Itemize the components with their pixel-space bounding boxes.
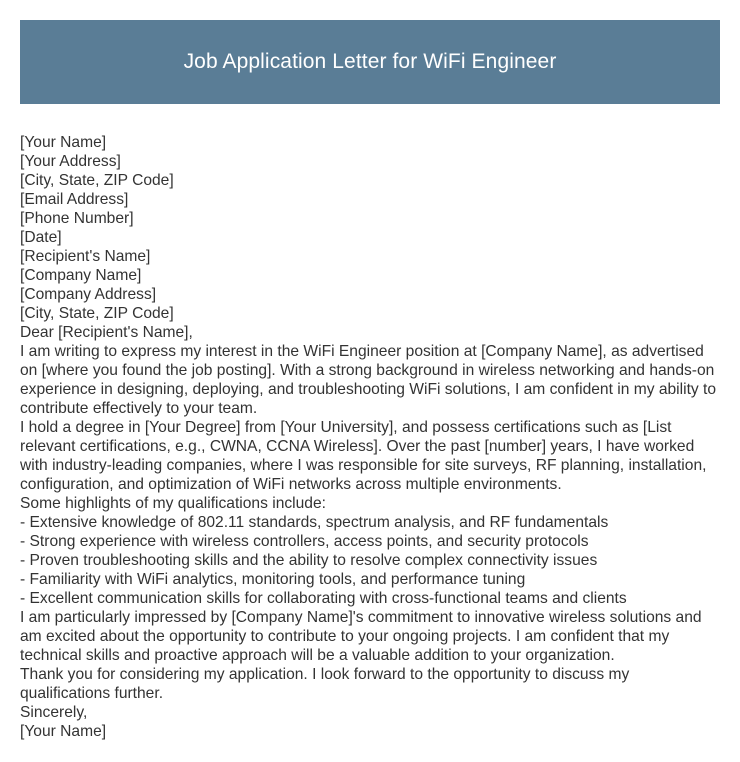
highlight-item: - Strong experience with wireless controllers, access points, and security protocols <box>20 533 589 550</box>
highlights-intro: Some highlights of my qualifications include: <box>20 495 326 512</box>
recipient-company-address: [Company Address] <box>20 286 157 303</box>
recipient-name: [Recipient's Name] <box>20 248 151 265</box>
sender-phone: [Phone Number] <box>20 210 134 227</box>
signature-name: [Your Name] <box>20 723 107 740</box>
recipient-city-state-zip: [City, State, ZIP Code] <box>20 305 174 322</box>
letter-date: [Date] <box>20 229 62 246</box>
company-interest-paragraph: I am particularly impressed by [Company Name]'s commitment to innovative wireless solutions and am excited about the opportunity to contribute to your ongoing projects. I am confident that my technical skills and proactive approach will be a valuable addition to your organization. <box>20 609 702 664</box>
closing-paragraph: Thank you for considering my application. I look forward to the opportunity to discuss my qualifications further. <box>20 666 630 702</box>
page-title: Job Application Letter for WiFi Engineer <box>183 50 557 73</box>
highlight-item: - Excellent communication skills for collaborating with cross-functional teams and clients <box>20 590 627 607</box>
background-paragraph: I hold a degree in [Your Degree] from [Your University], and possess certifications such as [List relevant certifications, e.g., CWNA, CCNA Wireless]. Over the past [number] years, I have worked with industry-leading companies, where I was responsible for site surveys, RF planning, installation, configuration, and optimization of WiFi networks across multiple environments. <box>20 419 707 493</box>
intro-paragraph: I am writing to express my interest in the WiFi Engineer position at [Company Name], as advertised on [where you found the job posting]. With a strong background in wireless networking and hands-on experience in designing, deploying, and troubleshooting WiFi solutions, I am confident in my ability to contribute effectively to your team. <box>20 343 717 417</box>
greeting: Dear [Recipient's Name], <box>20 324 193 341</box>
sender-city-state-zip: [City, State, ZIP Code] <box>20 172 174 189</box>
highlight-item: - Familiarity with WiFi analytics, monitoring tools, and performance tuning <box>20 571 526 588</box>
highlight-item: - Extensive knowledge of 802.11 standards, spectrum analysis, and RF fundamentals <box>20 514 609 531</box>
sign-off: Sincerely, <box>20 704 88 721</box>
sender-name: [Your Name] <box>20 134 107 151</box>
page-header <box>20 20 720 104</box>
letter-body <box>20 133 722 741</box>
recipient-company: [Company Name] <box>20 267 142 284</box>
sender-email: [Email Address] <box>20 191 129 208</box>
highlight-item: - Proven troubleshooting skills and the ability to resolve complex connectivity issues <box>20 552 598 569</box>
sender-address: [Your Address] <box>20 153 121 170</box>
